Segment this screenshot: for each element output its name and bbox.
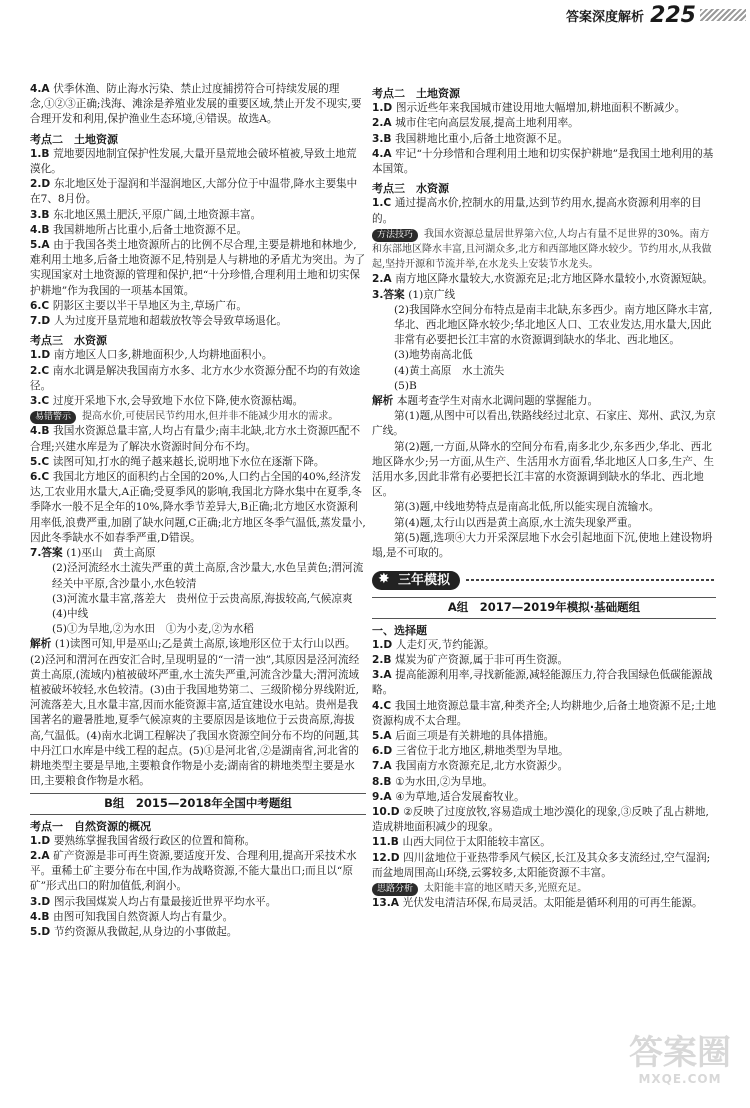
answer-number: 3.B [372, 132, 396, 145]
answer-item [30, 470, 366, 546]
tip-note [372, 227, 716, 273]
answer-text: (1)京广线 [408, 288, 456, 301]
answer-text: 矿产资源是非可再生资源,要适度开发、合理利用,提高开采技术水平。重稀土矿主要分布在中国,作为战略资源,不能大量出口;而且以“原矿”形式出口的附加值低,利润小。 [30, 849, 357, 893]
answer-item [372, 699, 716, 729]
answer-text: 要熟练掌握我国省级行政区的位置和简称。 [53, 834, 256, 847]
answer-subline: (5)①为旱地,②为水田 ①为小麦,②为水稻 [52, 623, 254, 636]
answer-item [30, 299, 366, 314]
answer-text: 东北地区处于湿润和半湿润地区,大部分位于中温带,降水主要集中在7、8月份。 [30, 178, 358, 206]
answer-number: 1.B [30, 147, 54, 160]
answer-number: 8.B [372, 775, 396, 788]
answer-number: 5.A [30, 239, 54, 252]
answer-number: 3.答案 [372, 288, 409, 301]
answer-item [30, 895, 366, 910]
answer-subline: 第(3)题,中线地势特点是南高北低,所以能实现自流输水。 [394, 501, 660, 514]
answer-number: 7.A [372, 760, 396, 773]
answer-text: 我国耕地比重小,后备土地资源不足。 [395, 132, 569, 145]
tip-note [372, 881, 716, 896]
answer-number: 5.C [30, 455, 53, 468]
answer-text: 由图可知我国自然资源人均占有量少。 [53, 910, 234, 923]
answer-item [372, 196, 716, 226]
answer-item [30, 238, 366, 299]
answer-number: 9.A [372, 790, 396, 803]
answer-item [30, 834, 366, 849]
answer-text: ④为草地,适合发展畜牧业。 [395, 790, 525, 803]
answer-text: 提高能源利用率,寻找新能源,减轻能源压力,符合我国绿色低碳能源战略。 [372, 669, 713, 697]
banner-rule [466, 579, 716, 581]
answer-number: 11.B [372, 836, 403, 849]
section-heading: 考点二 土地资源 [30, 132, 118, 146]
answer-number: 2.A [372, 117, 396, 130]
answer-number: 7.答案 [30, 547, 67, 560]
answer-subline: 第(5)题,选项④大力开采深层地下水会引起地面下沉,使地上建设物坍塌,是不可取的。 [372, 531, 713, 560]
answer-item [372, 272, 716, 287]
answer-item [30, 364, 366, 394]
answer-text: 图示我国煤炭人均占有量最接近世界平均水平。 [53, 895, 277, 908]
answer-item [372, 744, 716, 759]
answer-item [372, 638, 716, 653]
answer-number: 1.C [372, 197, 395, 210]
tip-text: 提高水价,可使居民节约用水,但并非不能减少用水的需求。 [82, 411, 339, 423]
answer-text: 读图可知,打水的绳子越来越长,说明地下水位在逐渐下降。 [52, 455, 325, 468]
answer-item [30, 424, 366, 454]
answer-text: 我国北方地区的面积约占全国的20%,人口约占全国的40%,经济发达,工农业用水量大,A正确;受夏季风的影响,我国北方降水集中在夏季,冬季降水一般不足全年的10%,降水季节差异大,B正确;北方地区水资源利用率低,浪费严重,加剧了缺水问题,C正确;北方地区冬季气温低,蒸发量小,因此冬季缺水不如春季严重,D错误。 [30, 471, 366, 544]
answer-subline: 第(1)题,从图中可以看出,铁路线经过北京、石家庄、郑州、武汉,为京广线。 [372, 410, 716, 438]
answer-number: 4.C [372, 699, 395, 712]
answer-text: 后面三项是有关耕地的具体措施。 [395, 729, 555, 742]
answer-text: ②反映了过度放牧,容易造成土地沙漠化的现象,③反映了乱占耕地,造成耕地面积减少的现象。 [372, 805, 709, 834]
answer-subline: (3)地势南高北低 [394, 349, 473, 362]
answer-number: 1.D [372, 638, 396, 651]
answer-item [372, 790, 716, 805]
answer-number: 2.B [372, 653, 396, 666]
tip-text: 太阳能丰富的地区晴天多,光照充足。 [424, 882, 588, 894]
answer-item [372, 775, 716, 790]
answer-item [30, 208, 366, 223]
left-column [30, 82, 366, 940]
answer-number: 10.D [372, 805, 404, 818]
answer-text: 牢记“十分珍惜和合理利用土地和切实保护耕地”是我国土地利用的基本国策。 [372, 147, 714, 176]
section-heading: 考点三 水资源 [372, 182, 449, 196]
answer-item [30, 849, 366, 895]
answer-item [372, 759, 716, 774]
answer-subline: (5)B [394, 379, 417, 392]
answer-item [30, 910, 366, 925]
answer-text: 节约资源从我做起,从身边的小事做起。 [53, 925, 238, 938]
answer-number: 2.A [30, 849, 54, 862]
section-banner [372, 567, 716, 593]
answer-subline: (3)河流水量丰富,落差大 贵州位于云贵高原,海拔较高,气候凉爽 [52, 592, 353, 605]
right-column [372, 82, 716, 911]
answer-number: 2.A [372, 273, 396, 286]
answer-item [372, 116, 716, 131]
answer-item [372, 147, 716, 177]
answer-item [372, 101, 716, 116]
answer-text: 通过提高水价,控制水的用量,达到节约用水,提高水资源利用率的目的。 [372, 197, 702, 225]
answer-number: 13.A [372, 897, 403, 910]
answer-text: 东北地区黑土肥沃,平原广阔,土地资源丰富。 [53, 208, 262, 221]
answer-number: 7.D [30, 315, 54, 328]
answer-text: 南方地区人口多,耕地面积少,人均耕地面积小。 [53, 349, 273, 362]
answer-number: 4.A [372, 147, 396, 160]
answer-number: 1.D [372, 102, 396, 115]
answer-subline: 第(2)题,一方面,从降水的空间分布看,南多北少,东多西少,华北、西北地区降水少;另一方面,从生产、生活用水方面看,华北地区人口多,生产、生活用水多,因此非常有必要把长江丰富的水资源调到缺水的华北、西北地区。 [372, 440, 715, 499]
answer-text: 阴影区主要以半干旱地区为主,草场广布。 [52, 299, 247, 312]
section-heading: 考点三 水资源 [30, 334, 107, 348]
answer-item [30, 637, 366, 789]
answer-text: 图示近些年来我国城市建设用地大幅增加,耕地面积不断减少。 [395, 102, 686, 115]
section-heading: 一、选择题 [372, 623, 427, 637]
answer-number: 6.C [30, 471, 53, 484]
answer-number: 6.D [372, 745, 396, 758]
answer-item [30, 177, 366, 207]
answer-subline: (4)黄土高原 水土流失 [394, 364, 505, 377]
answer-number: 解析 [372, 395, 397, 408]
answer-number: 4.A [30, 83, 54, 95]
answer-item [30, 348, 366, 363]
answer-text: 三省位于北方地区,耕地类型为旱地。 [395, 745, 569, 758]
answer-item [372, 288, 716, 303]
banner-label: ✸ 三年模拟 [372, 571, 460, 590]
answer-item [30, 147, 366, 177]
answer-item [30, 82, 366, 128]
answer-item [372, 729, 716, 744]
answer-text: 城市住宅向高层发展,提高土地利用率。 [395, 117, 579, 130]
answer-number: 4.B [30, 910, 54, 923]
tip-text: 我国水资源总量居世界第六位,人均占有量不足世界的30%。南方和东部地区降水丰富,且河湖众多,北方和西部地区降水较少。节约用水,从我做起,坚持开源和节流并举,在水龙头上安装节水龙头。 [372, 228, 712, 271]
answer-text: 四川盆地位于亚热带季风气候区,长江及其众多支流经过,空气湿润;而盆地周围高山环绕,云雾较多,太阳能资源不丰富。 [372, 851, 711, 879]
answer-number: 3.D [30, 895, 54, 908]
answer-item [372, 132, 716, 147]
answer-text: 荒地要因地制宜保护性发展,大量开垦荒地会破坏植被,导致土地荒漠化。 [30, 147, 357, 176]
answer-text: 光伏发电清洁环保,布局灵活。太阳能是循环利用的可再生能源。 [402, 897, 703, 910]
answer-text: 人为过度开垦荒地和超载放牧等会导致草场退化。 [53, 315, 287, 328]
answer-text: 过度开采地下水,会导致地下水位下降,使水资源枯竭。 [52, 395, 304, 408]
answer-text: 我国土地资源总量丰富,种类齐全;人均耕地少,后备土地资源不足;土地资源构成不太合理。 [372, 699, 716, 727]
answer-subline: (4)中线 [52, 607, 89, 620]
answer-number: 1.D [30, 349, 54, 362]
answer-subline: (2)我国降水空间分布特点是南丰北缺,东多西少。南方地区降水丰富,华北、西北地区降水较少;华北地区人口、工农业发达,用水量大,因此非常有必要把长江丰富的水资源调到缺水的华北、西北地区。 [394, 303, 713, 347]
answer-item [372, 851, 716, 881]
answer-text: 山西大同位于太阳能较丰富区。 [402, 836, 551, 849]
answer-text: 我国水资源总量丰富,人均占有量少;南丰北缺,北方水土资源匹配不合理;兴建水库是为了解决水资源时间分布不均。 [30, 425, 361, 453]
header-title: 答案深度解析 [566, 9, 645, 25]
answer-text: 伏季休渔、防止海水污染、禁止过度捕捞符合可持续发展的理念,①②③正确;浅海、滩涂是养殖业发展的重要区域,禁止开发不现实,要合理开发和利用,保护渔业生态环境,④错误。故选A。 [30, 83, 362, 126]
watermark-logo: 答案圈 MXQE.COM [629, 1033, 731, 1086]
answer-text: 南方地区降水量较大,水资源充足;北方地区降水量较小,水资源短缺。 [395, 273, 713, 286]
answer-item [372, 896, 716, 911]
answer-subline: (2)泾河流经水土流失严重的黄土高原,含沙量大,水色呈黄色;渭河流经关中平原,含沙量小,水色较清 [52, 562, 364, 590]
answer-item [30, 314, 366, 329]
tip-badge: 思路分析 [372, 883, 418, 896]
answer-number: 3.B [30, 208, 54, 221]
answer-item [372, 805, 716, 835]
answer-item [372, 668, 716, 698]
answer-item [30, 455, 366, 470]
answer-item [372, 394, 716, 409]
answer-number: 1.D [30, 834, 54, 847]
answer-number: 解析 [30, 638, 55, 651]
answer-text: 本题考查学生对南水北调问题的掌握能力。 [396, 395, 599, 408]
answer-subline: 第(4)题,太行山以西是黄土高原,水土流失现象严重。 [394, 516, 639, 529]
answer-text: ①为水田,②为旱地。 [395, 775, 493, 788]
page-number: 225 [650, 2, 696, 28]
answer-text: 我国南方水资源充足,北方水资源少。 [395, 760, 569, 773]
answer-text: 由于我国各类土地资源所占的比例不尽合理,主要是耕地和林地少,难利用土地多,后备土地资源不足,特别是人与耕地的矛盾尤为突出。为了实现国家对土地资源的管理和保护,把“十分珍惜,合理利用土地和切实保护耕地”作为我国的一项基本国策。 [30, 239, 366, 297]
tip-badge: 方法技巧 [372, 229, 418, 242]
answer-text: 我国耕地所占比重小,后备土地资源不足。 [53, 223, 248, 236]
section-heading: 考点一 自然资源的概况 [30, 819, 151, 833]
answer-item [30, 925, 366, 940]
answer-number: 12.D [372, 851, 404, 864]
answer-number: 5.A [372, 729, 396, 742]
page-header [566, 0, 750, 30]
answer-number: 6.C [30, 299, 53, 312]
answer-text: (1)读图可知,甲是巫山;乙是黄土高原,该地形区位于太行山以西。(2)泾河和渭河在西安汇合时,呈现明显的“一清一浊”,其原因是泾河流经黄土高原,(流域内)植被破坏严重,水土流失严重,河流含沙量大;渭河流域植被破坏较轻,水色较清。(3)由于我国地势第二、三级阶梯分界线附近,河流落差大,且水量丰富,因而水能资源丰富,适宜建设水电站。贵州是我国著名的避暑胜地,夏季气候凉爽的主要原因是该地位于云贵高原,海拔高,气温低。(4)南水北调工程解决了我国水资源空间分布不均的问题,其中丹江口水库是中线工程的起点。(5)①是河北省,②是湖南省,河北省的耕地类型主要是旱地,主要粮食作物是小麦;湖南省的耕地类型主要是水田,主要粮食作物是水稻。 [30, 638, 360, 788]
header-decoration [700, 9, 746, 21]
answer-number: 2.D [30, 178, 54, 191]
group-title: B组 2015—2018年全国中考题组 [30, 793, 366, 814]
answer-text: 南水北调是解决我国南方水多、北方水少水资源分配不均的有效途径。 [30, 364, 361, 392]
answer-text: (1)巫山 黄土高原 [66, 547, 156, 560]
answer-item [372, 835, 716, 850]
answer-number: 2.C [30, 364, 53, 377]
answer-item [372, 653, 716, 668]
tip-note [30, 409, 366, 424]
answer-item [30, 546, 366, 561]
answer-number: 3.A [372, 669, 396, 682]
answer-item [30, 223, 366, 238]
answer-text: 煤炭为矿产资源,属于非可再生资源。 [395, 653, 569, 666]
answer-number: 5.D [30, 925, 54, 938]
group-title: A组 2017—2019年模拟·基础题组 [372, 597, 716, 618]
answer-item [30, 394, 366, 409]
answer-number: 4.B [30, 223, 54, 236]
answer-number: 3.C [30, 395, 53, 408]
answer-number: 4.B [30, 425, 54, 438]
tip-badge: 易错警示 [30, 411, 76, 424]
answer-text: 人走灯灭,节约能源。 [395, 638, 495, 651]
section-heading: 考点二 土地资源 [372, 87, 460, 100]
